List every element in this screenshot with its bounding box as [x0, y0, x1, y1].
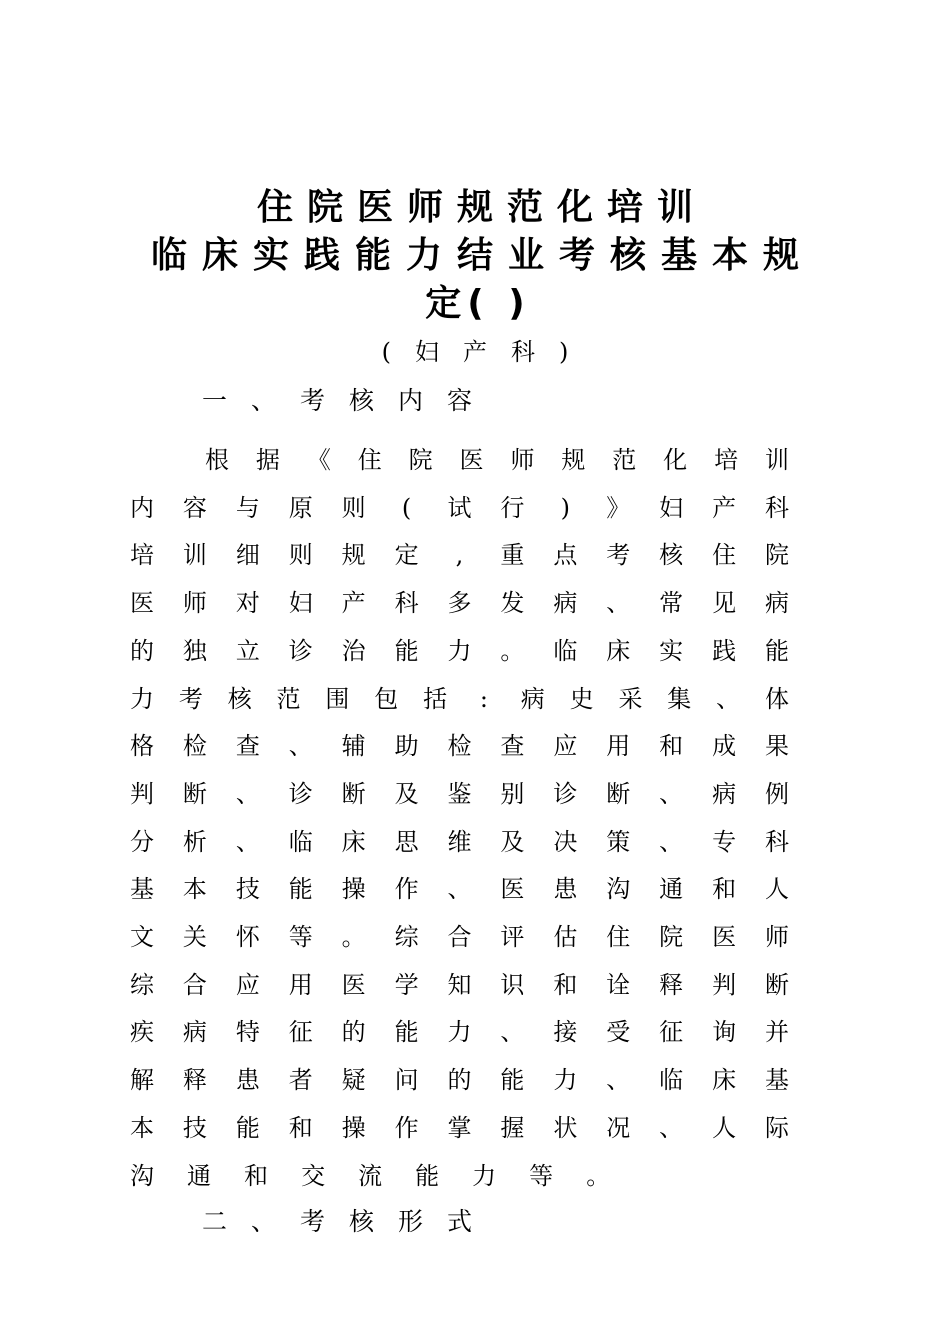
paragraph-line: 根 据 《 住 院 医 师 规 范 化 培 训	[205, 446, 789, 474]
document-subtitle: (妇产科)	[381, 338, 593, 366]
document-title-line-1: 住院医师规范化培训	[256, 187, 707, 228]
paragraph-line: 基 本 技 能 操 作 、 医 患 沟 通 和 人	[130, 875, 789, 904]
paragraph-line: 疾 病 特 征 的 能 力 、 接 受 征 询 并	[130, 1018, 789, 1047]
section-heading-2: 二、考核形式	[202, 1207, 497, 1236]
paragraph-line: 分 析 、 临 床 思 维 及 决 策 、 专 科	[130, 827, 789, 856]
paragraph-line: 格 检 查 、 辅 助 检 查 应 用 和 成 果	[130, 732, 789, 761]
paragraph-line: 解 释 患 者 疑 问 的 能 力 、 临 床 基	[130, 1066, 789, 1095]
paragraph-line: 内 容 与 原 则 ( 试 行 ) 》 妇 产 科	[130, 493, 789, 522]
document-title-line-2: 临床实践能力结业考核基本规	[150, 235, 814, 276]
document-title-line-3: 定( )	[425, 283, 531, 324]
paragraph-line: 文 关 怀 等 。 综 合 评 估 住 院 医 师	[130, 923, 789, 951]
paragraph-line: 培 训 细 则 规 定 , 重 点 考 核 住 院	[130, 541, 789, 570]
paragraph-line: 力 考 核 范 围 包 括 : 病 史 采 集 、 体	[130, 684, 789, 713]
paragraph-line: 的 独 立 诊 治 能 力 。 临 床 实 践 能	[130, 636, 789, 665]
paragraph-line: 本 技 能 和 操 作 掌 握 状 况 、 人 际	[130, 1113, 789, 1142]
paragraph-line: 沟 通 和 交 流 能 力 等 。	[130, 1161, 611, 1190]
section-heading-1: 一、考核内容	[202, 386, 497, 415]
paragraph-line: 医 师 对 妇 产 科 多 发 病 、 常 见 病	[130, 589, 789, 618]
paragraph-line: 判 断 、 诊 断 及 鉴 别 诊 断 、 病 例	[130, 779, 789, 808]
paragraph-line: 综 合 应 用 医 学 知 识 和 诠 释 判 断	[130, 970, 789, 999]
